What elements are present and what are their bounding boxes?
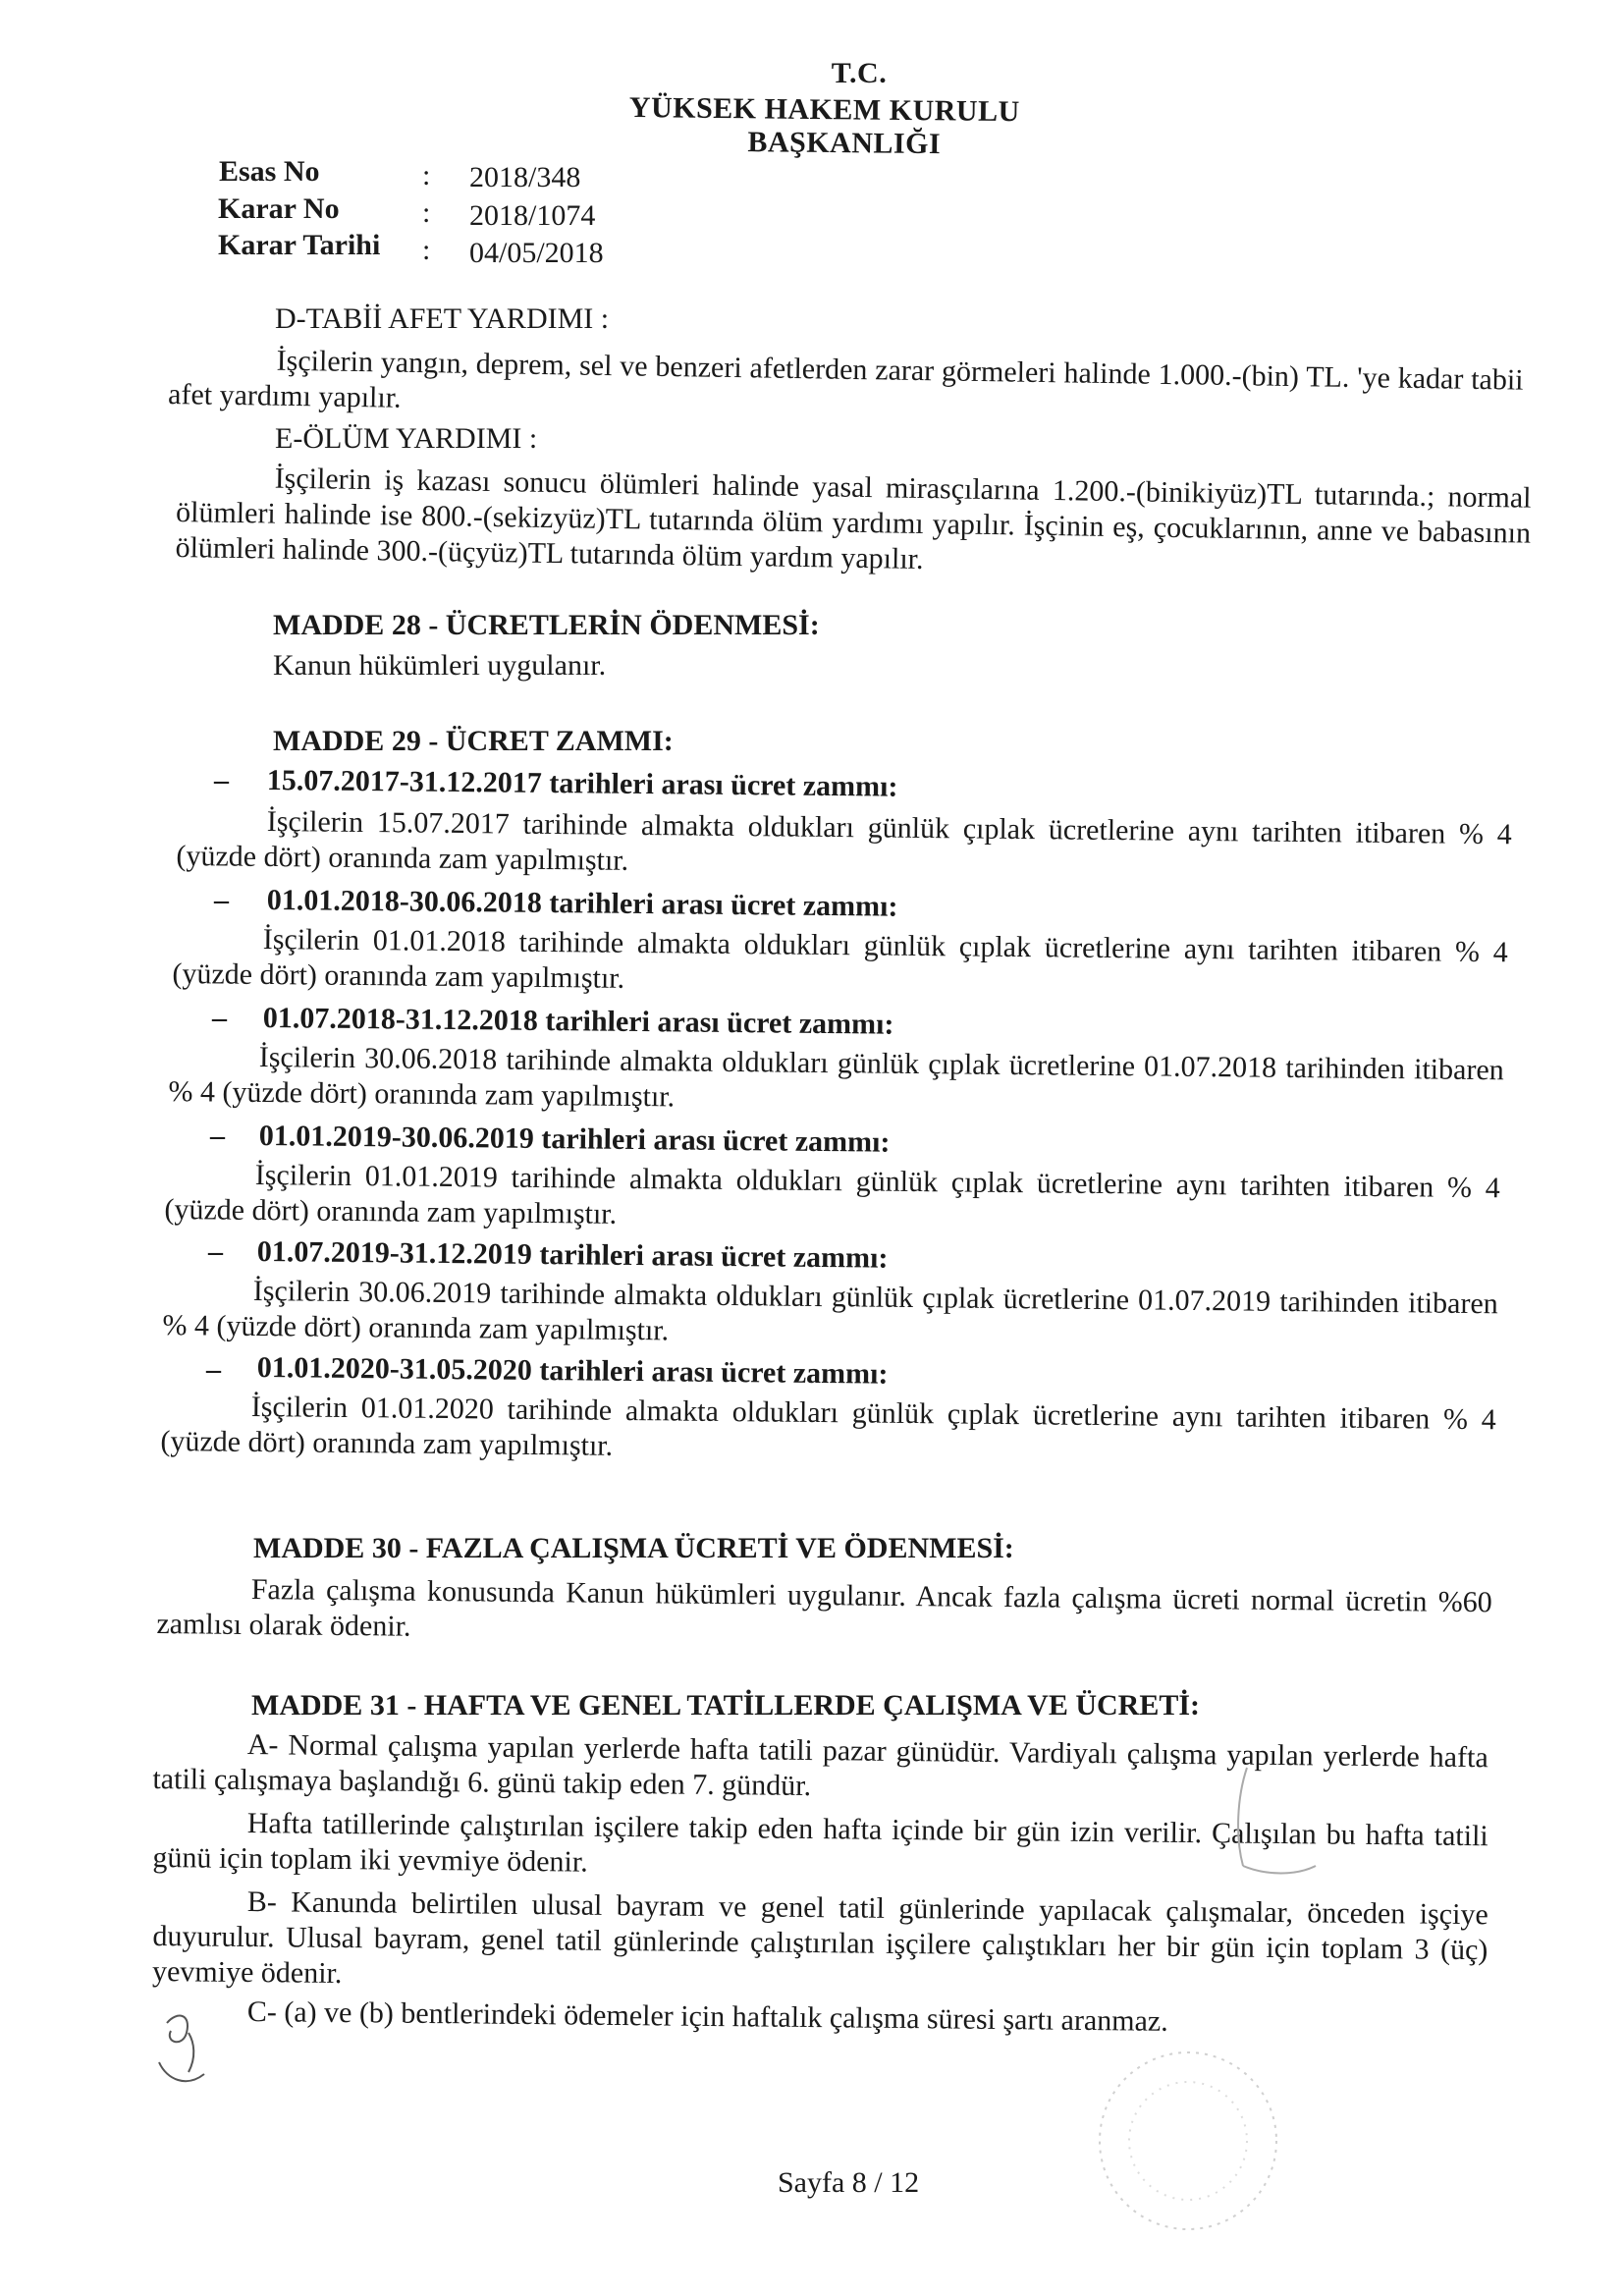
section-d-body: İşçilerin yangın, deprem, sel ve benzeri afetlerden zarar görmeleri halinde 1.000.-(bin) TL. 'ye kadar tabii afet yardımı yapılır. xyxy=(167,344,1524,414)
madde-31-b: B- Kanunda belirtilen ulusal bayram ve genel tatil günlerinde yapılacak çalışmalar, önceden işçiye duyurulur. Ulusal bayram, genel tatil günlerinde çalıştırılan işçilere çalıştıkları her bir gün için toplam 3 (üç) yevmiye ödenir. xyxy=(151,1886,1488,1991)
raise-period-body: İşçilerin 30.06.2018 tarihinde almakta oldukları günlük çıplak ücretlerine 01.07.2018 tarihinden itibaren % 4 (yüzde dört) oranında zam yapılmıştır. xyxy=(168,1040,1504,1114)
raise-period-body: İşçilerin 15.07.2017 tarihinde almakta oldukları günlük çıplak ücretlerine aynı tarihten itibaren % 4 (yüzde dört) oranında zam yapılmıştır. xyxy=(176,804,1512,877)
section-d-title: D-TABİİ AFET YARDIMI : xyxy=(275,302,610,335)
madde-28-title: MADDE 28 - ÜCRETLERİN ÖDENMESİ: xyxy=(273,609,820,641)
meta-value-esas: 2018/348 xyxy=(469,161,581,193)
raise-period-body: İşçilerin 30.06.2019 tarihinde almakta oldukları günlük çıplak ücretlerine 01.07.2019 tarihinden itibaren % 4 (yüzde dört) oranında zam yapılmıştır. xyxy=(162,1274,1498,1347)
raise-period-title: 01.07.2019-31.12.2019 tarihleri arası ücret zammı: xyxy=(256,1235,889,1275)
meta-colon-karar: : xyxy=(422,196,431,229)
raise-period-body: İşçilerin 01.01.2018 tarihinde almakta oldukları günlük çıplak ücretlerine aynı tarihten itibaren % 4 (yüzde dört) oranında zam yapılmıştır. xyxy=(172,922,1508,995)
header-tc: T.C. xyxy=(831,57,888,89)
item-dash: – xyxy=(214,884,229,916)
raise-period-title: 01.07.2018-31.12.2018 tarihleri arası ücret zammı: xyxy=(262,1002,894,1041)
raise-period-title: 15.07.2017-31.12.2017 tarihleri arası ücret zammı: xyxy=(266,764,898,803)
section-e-title: E-ÖLÜM YARDIMI : xyxy=(275,422,538,455)
madde-30-body: Fazla çalışma konusunda Kanun hükümleri uygulanır. Ancak fazla çalışma ücreti normal ücretin %60 zamlısı olarak ödenir. xyxy=(156,1573,1492,1643)
raise-period-title: 01.01.2020-31.05.2020 tarihleri arası ücret zammı: xyxy=(256,1351,889,1391)
item-dash: – xyxy=(212,1002,227,1034)
meta-value-karar-tarihi: 04/05/2018 xyxy=(469,237,604,269)
meta-colon-esas: : xyxy=(422,159,431,191)
item-dash: – xyxy=(206,1353,221,1386)
section-e-body: İşçilerin iş kazası sonucu ölümleri halinde yasal mirasçılarına 1.200.-(binikiyüz)TL tutarında.; normal ölümleri halinde ise 800.-(sekizyüz)TL tutarında ölüm yardımı yapılır. İşçinin eş, çocuklarının, anne ve babasının ölümleri halinde 300.-(üçyüz)TL tutarında ölüm yardım yapılır. xyxy=(175,462,1532,575)
meta-label-karar: Karar No xyxy=(218,192,340,225)
item-dash: – xyxy=(214,764,229,796)
meta-colon-karar-tarihi: : xyxy=(422,234,431,266)
raise-period-body: İşçilerin 01.01.2019 tarihinde almakta oldukları günlük çıplak ücretlerine aynı tarihten itibaren % 4 (yüzde dört) oranında zam yapılmıştır. xyxy=(164,1158,1500,1230)
madde-29-title: MADDE 29 - ÜCRET ZAMMI: xyxy=(273,725,674,757)
item-dash: – xyxy=(208,1235,223,1268)
faint-stamp-mark xyxy=(1070,2023,1306,2259)
madde-31-title: MADDE 31 - HAFTA VE GENEL TATİLLERDE ÇALIŞMA VE ÜCRETİ: xyxy=(251,1689,1201,1722)
item-dash: – xyxy=(210,1120,225,1152)
raise-period-title: 01.01.2018-30.06.2018 tarihleri arası ücret zammı: xyxy=(266,884,898,923)
madde-31-a: A- Normal çalışma yapılan yerlerde hafta tatili pazar günüdür. Vardiyalı çalışma yapılan yerlerde hafta tatili çalışmaya başlandığı 6. günü takip eden 7. gündür. xyxy=(152,1728,1488,1803)
page-number: Sayfa 8 / 12 xyxy=(778,2166,920,2199)
madde-31-a2: Hafta tatillerinde çalıştırılan işçilere takip eden hafta içinde bir gün izin verilir. Çalışılan bu hafta tatili günü için toplam iki yevmiye ödenir. xyxy=(152,1807,1488,1879)
raise-period-title: 01.01.2019-30.06.2019 tarihleri arası ücret zammı: xyxy=(258,1120,891,1159)
header-presidency: BAŞKANLIĞI xyxy=(747,126,942,161)
meta-label-karar-tarihi: Karar Tarihi xyxy=(218,229,381,261)
header-institution: YÜKSEK HAKEM KURULU xyxy=(628,91,1020,129)
meta-label-esas: Esas No xyxy=(219,155,320,188)
handwritten-initial-mark xyxy=(147,2003,236,2102)
margin-pencil-mark xyxy=(1208,1748,1365,1944)
meta-value-karar: 2018/1074 xyxy=(469,199,596,232)
madde-28-body: Kanun hükümleri uygulanır. xyxy=(273,649,607,682)
madde-31-c: C- (a) ve (b) bentlerindeki ödemeler için haftalık çalışma süresi şartı aranmaz. xyxy=(246,1995,1168,2038)
raise-period-body: İşçilerin 01.01.2020 tarihinde almakta oldukları günlük çıplak ücretlerine aynı tarihten itibaren % 4 (yüzde dört) oranında zam yapılmıştır. xyxy=(160,1390,1496,1462)
madde-30-title: MADDE 30 - FAZLA ÇALIŞMA ÜCRETİ VE ÖDENMESİ: xyxy=(253,1532,1014,1564)
